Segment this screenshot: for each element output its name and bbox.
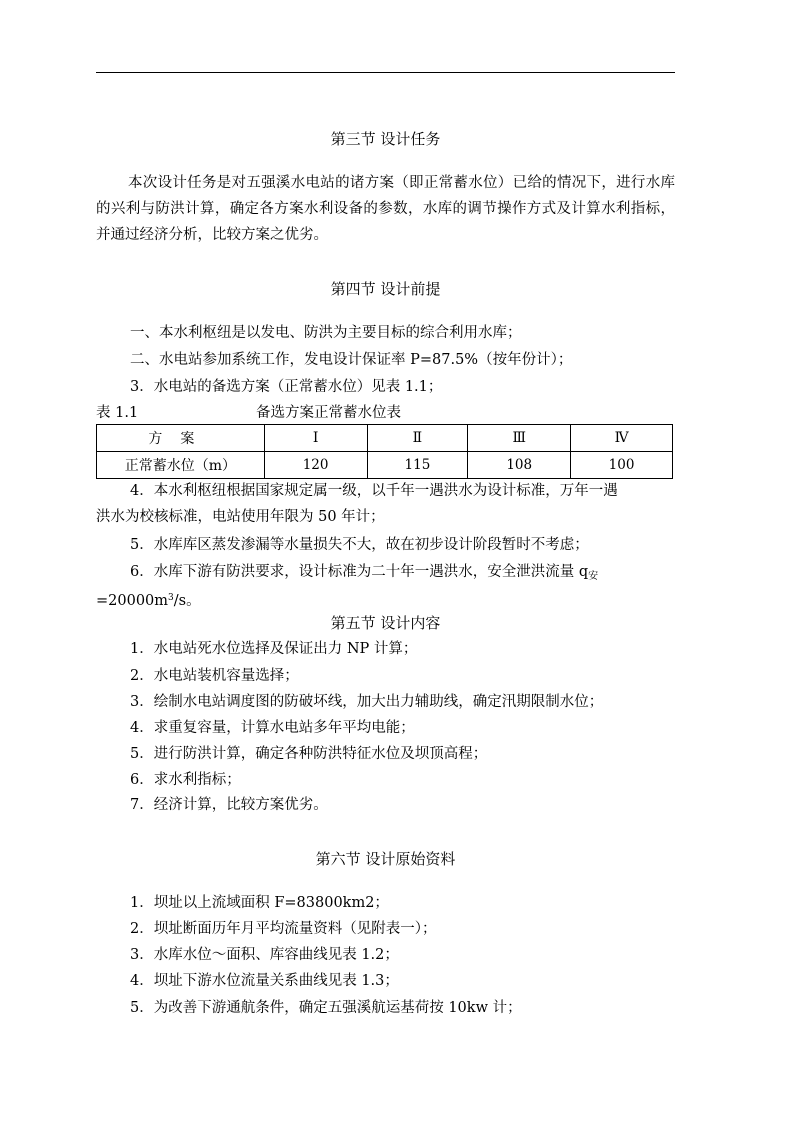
section-4-item-4-line-2: 洪水为校核标准，电站使用年限为 50 年计；: [96, 509, 385, 525]
item-6-text: 6．水库下游有防洪要求，设计标准为二十年一遇洪水，安全泄洪流量 q: [130, 564, 589, 580]
section-4-title: 第四节 设计前提: [330, 280, 441, 298]
section-5-item-2: 2．水电站装机容量选择；: [130, 668, 299, 684]
table-label: 表 1.1: [96, 405, 139, 421]
section-4-item-6-line-1: [130, 562, 598, 587]
section-5-title: 第五节 设计内容: [330, 614, 441, 632]
section-4-item-6-line-2: [96, 588, 201, 611]
section-6-item-5: 5．为改善下游通航条件，确定五强溪航运基荷按 10kw 计；: [130, 1000, 522, 1016]
section-5-item-5: 5．进行防洪计算，确定各种防洪特征水位及坝顶高程；: [130, 746, 488, 762]
section-6-item-4: 4．坝址下游水位流量关系曲线见表 1.3；: [130, 973, 399, 989]
item-6-superscript: 3: [168, 593, 174, 603]
table-header-cell: Ⅱ: [367, 425, 468, 452]
table-row: [97, 452, 673, 479]
section-5-item-1: 1．水电站死水位选择及保证出力 NP 计算；: [130, 641, 418, 657]
item-6-flow-value: =20000m: [96, 593, 169, 609]
section-6-item-2: 2．坝址断面历年月平均流量资料（见附表一）；: [130, 921, 437, 937]
section-3-title: 第三节 设计任务: [330, 130, 441, 148]
water-level-table: [96, 424, 673, 479]
table-caption: 备选方案正常蓄水位表: [256, 405, 401, 421]
section-4-item-2: 二、水电站参加系统工作，发电设计保证率 P=87.5%（按年份计）；: [130, 352, 573, 368]
item-6-flow-unit: /s。: [173, 593, 201, 609]
item-6-subscript: 安: [588, 571, 599, 582]
table-header-cell: Ⅳ: [571, 425, 673, 452]
section-4-item-5: 5．水库库区蒸发渗漏等水量损失不大，故在初步设计阶段暂时不考虑；: [130, 537, 589, 553]
table-header-cell: Ⅲ: [468, 425, 571, 452]
section-5-item-3: 3．绘制水电站调度图的防破坏线，加大出力辅助线，确定汛期限制水位；: [130, 694, 604, 710]
section-3-paragraph: 本次设计任务是对五强溪水电站的诸方案（即正常蓄水位）已给的情况下，进行水库的兴利与防洪计算，确定各方案水利设备的参数，水库的调节操作方式及计算水利指标，并通过经济分析，比较方案之优劣。: [96, 175, 675, 243]
section-4-item-3: 3．水电站的备选方案（正常蓄水位）见表 1.1；: [130, 379, 443, 395]
table-cell: 115: [367, 452, 468, 479]
section-5-item-6: 6．求水利指标；: [130, 772, 241, 788]
table-header-cell: Ⅰ: [264, 425, 367, 452]
section-4-item-4-line-1: 4．本水利枢纽根据国家规定属一级，以千年一遇洪水为设计标准，万年一遇: [130, 483, 618, 499]
section-4-item-1: 一、本水利枢纽是以发电、防洪为主要目标的综合利用水库；: [130, 325, 522, 341]
table-cell: 100: [571, 452, 673, 479]
header-rule: [96, 72, 675, 73]
table-row-label: 正常蓄水位（m）: [97, 452, 265, 479]
section-6-item-1: 1．坝址以上流域面积 F=83800km2；: [130, 895, 389, 911]
section-5-item-4: 4．求重复容量，计算水电站多年平均电能；: [130, 720, 415, 736]
table-header-cell: 方案: [97, 425, 265, 452]
section-6-item-3: 3．水库水位～面积、库容曲线见表 1.2；: [130, 947, 399, 963]
section-5-item-7: 7．经济计算，比较方案优劣。: [130, 797, 328, 813]
table-cell: 108: [468, 452, 571, 479]
table-header-row: [97, 425, 673, 452]
section-6-title: 第六节 设计原始资料: [315, 850, 456, 868]
table-cell: 120: [264, 452, 367, 479]
